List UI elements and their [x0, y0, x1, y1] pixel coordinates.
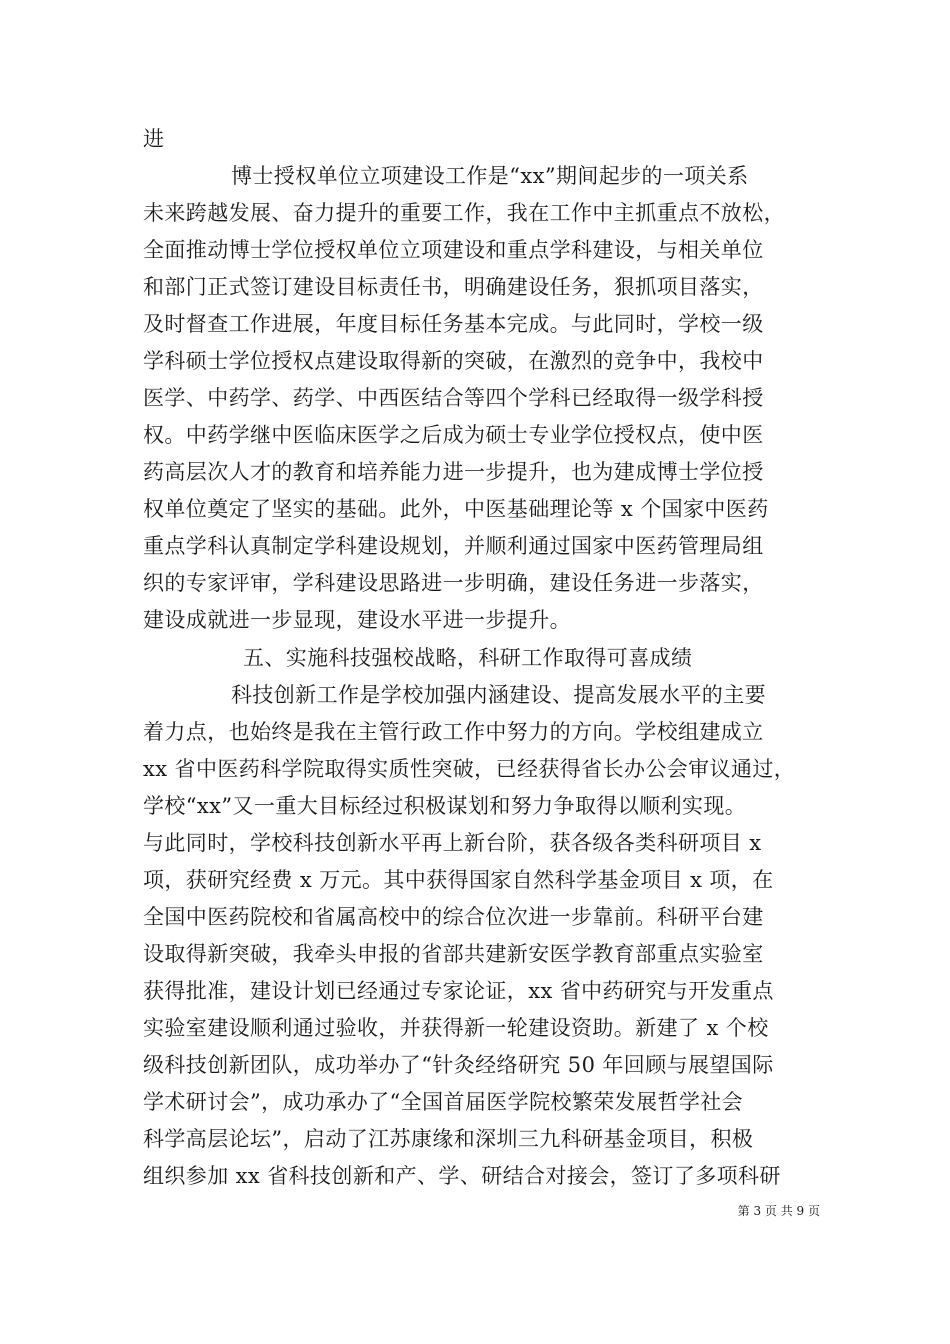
- text-line: 未来跨越发展、奋力提升的重要工作，我在工作中主抓重点不放松，: [143, 201, 785, 225]
- section-heading: 五、实施科技强校战略，科研工作取得可喜成绩: [243, 646, 693, 670]
- text-line: 设取得新突破，我牵头申报的省部共建新安医学教育部重点实验室: [143, 942, 764, 966]
- page-number-footer: 第 3 页 共 9 页: [737, 1204, 820, 1218]
- text-line: 获得批准，建设计划已经通过专家论证，xx 省中药研究与开发重点: [143, 979, 774, 1003]
- text-line: 医学、中药学、药学、中西医结合等四个学科已经取得一级学科授: [143, 386, 764, 410]
- text-line: 进: [143, 127, 165, 151]
- paragraph-start-line: 博士授权单位立项建设工作是“xx”期间起步的一项关系: [231, 164, 749, 188]
- text-line: 权单位奠定了坚实的基础。此外，中医基础理论等 x 个国家中医药: [143, 497, 769, 521]
- text-line: 学科硕士学位授权点建设取得新的突破，在激烈的竞争中，我校中: [143, 349, 764, 373]
- text-line: 和部门正式签订建设目标责任书，明确建设任务，狠抓项目落实，: [143, 275, 764, 299]
- text-line: 与此同时，学校科技创新水平再上新台阶，获各级各类科研项目 x: [143, 831, 762, 855]
- text-line: 建设成就进一步显现，建设水平进一步提升。: [143, 608, 571, 632]
- text-line: 着力点，也始终是我在主管行政工作中努力的方向。学校组建成立: [143, 720, 764, 744]
- text-line: 重点学科认真制定学科建设规划，并顺利通过国家中医药管理局组: [143, 534, 764, 558]
- text-line: 科学高层论坛”，启动了江苏康缘和深圳三九科研基金项目，积极: [143, 1127, 754, 1151]
- text-line: 级科技创新团队，成功举办了“针灸经络研究 50 年回顾与展望国际: [143, 1053, 774, 1077]
- text-line: 全面推动博士学位授权单位立项建设和重点学科建设，与相关单位: [143, 238, 764, 262]
- text-line: 药高层次人才的教育和培养能力进一步提升，也为建成博士学位授: [143, 460, 764, 484]
- text-line: 组织参加 xx 省科技创新和产、学、研结合对接会，签订了多项科研: [143, 1164, 781, 1188]
- text-line: 学校“xx”又一重大目标经过积极谋划和努力争取得以顺利实现。: [143, 794, 747, 818]
- text-line: 权。中药学继中医临床医学之后成为硕士专业学位授权点，使中医: [143, 423, 764, 447]
- text-line: xx 省中医药科学院取得实质性突破，已经获得省长办公会审议通过，: [143, 757, 796, 781]
- text-line: 项，获研究经费 x 万元。其中获得国家自然科学基金项目 x 项，在: [143, 868, 774, 892]
- text-line: 学术研讨会”，成功承办了“全国首届医学院校繁荣发展哲学社会: [143, 1090, 744, 1114]
- text-line: 织的专家评审，学科建设思路进一步明确，建设任务进一步落实，: [143, 571, 764, 595]
- text-line: 实验室建设顺利通过验收，并获得新一轮建设资助。新建了 x 个校: [143, 1016, 769, 1040]
- paragraph-start-line: 科技创新工作是学校加强内涵建设、提高发展水平的主要: [231, 683, 766, 707]
- text-line: 及时督查工作进展，年度目标任务基本完成。与此同时，学校一级: [143, 312, 764, 336]
- text-line: 全国中医药院校和省属高校中的综合位次进一步靠前。科研平台建: [143, 905, 764, 929]
